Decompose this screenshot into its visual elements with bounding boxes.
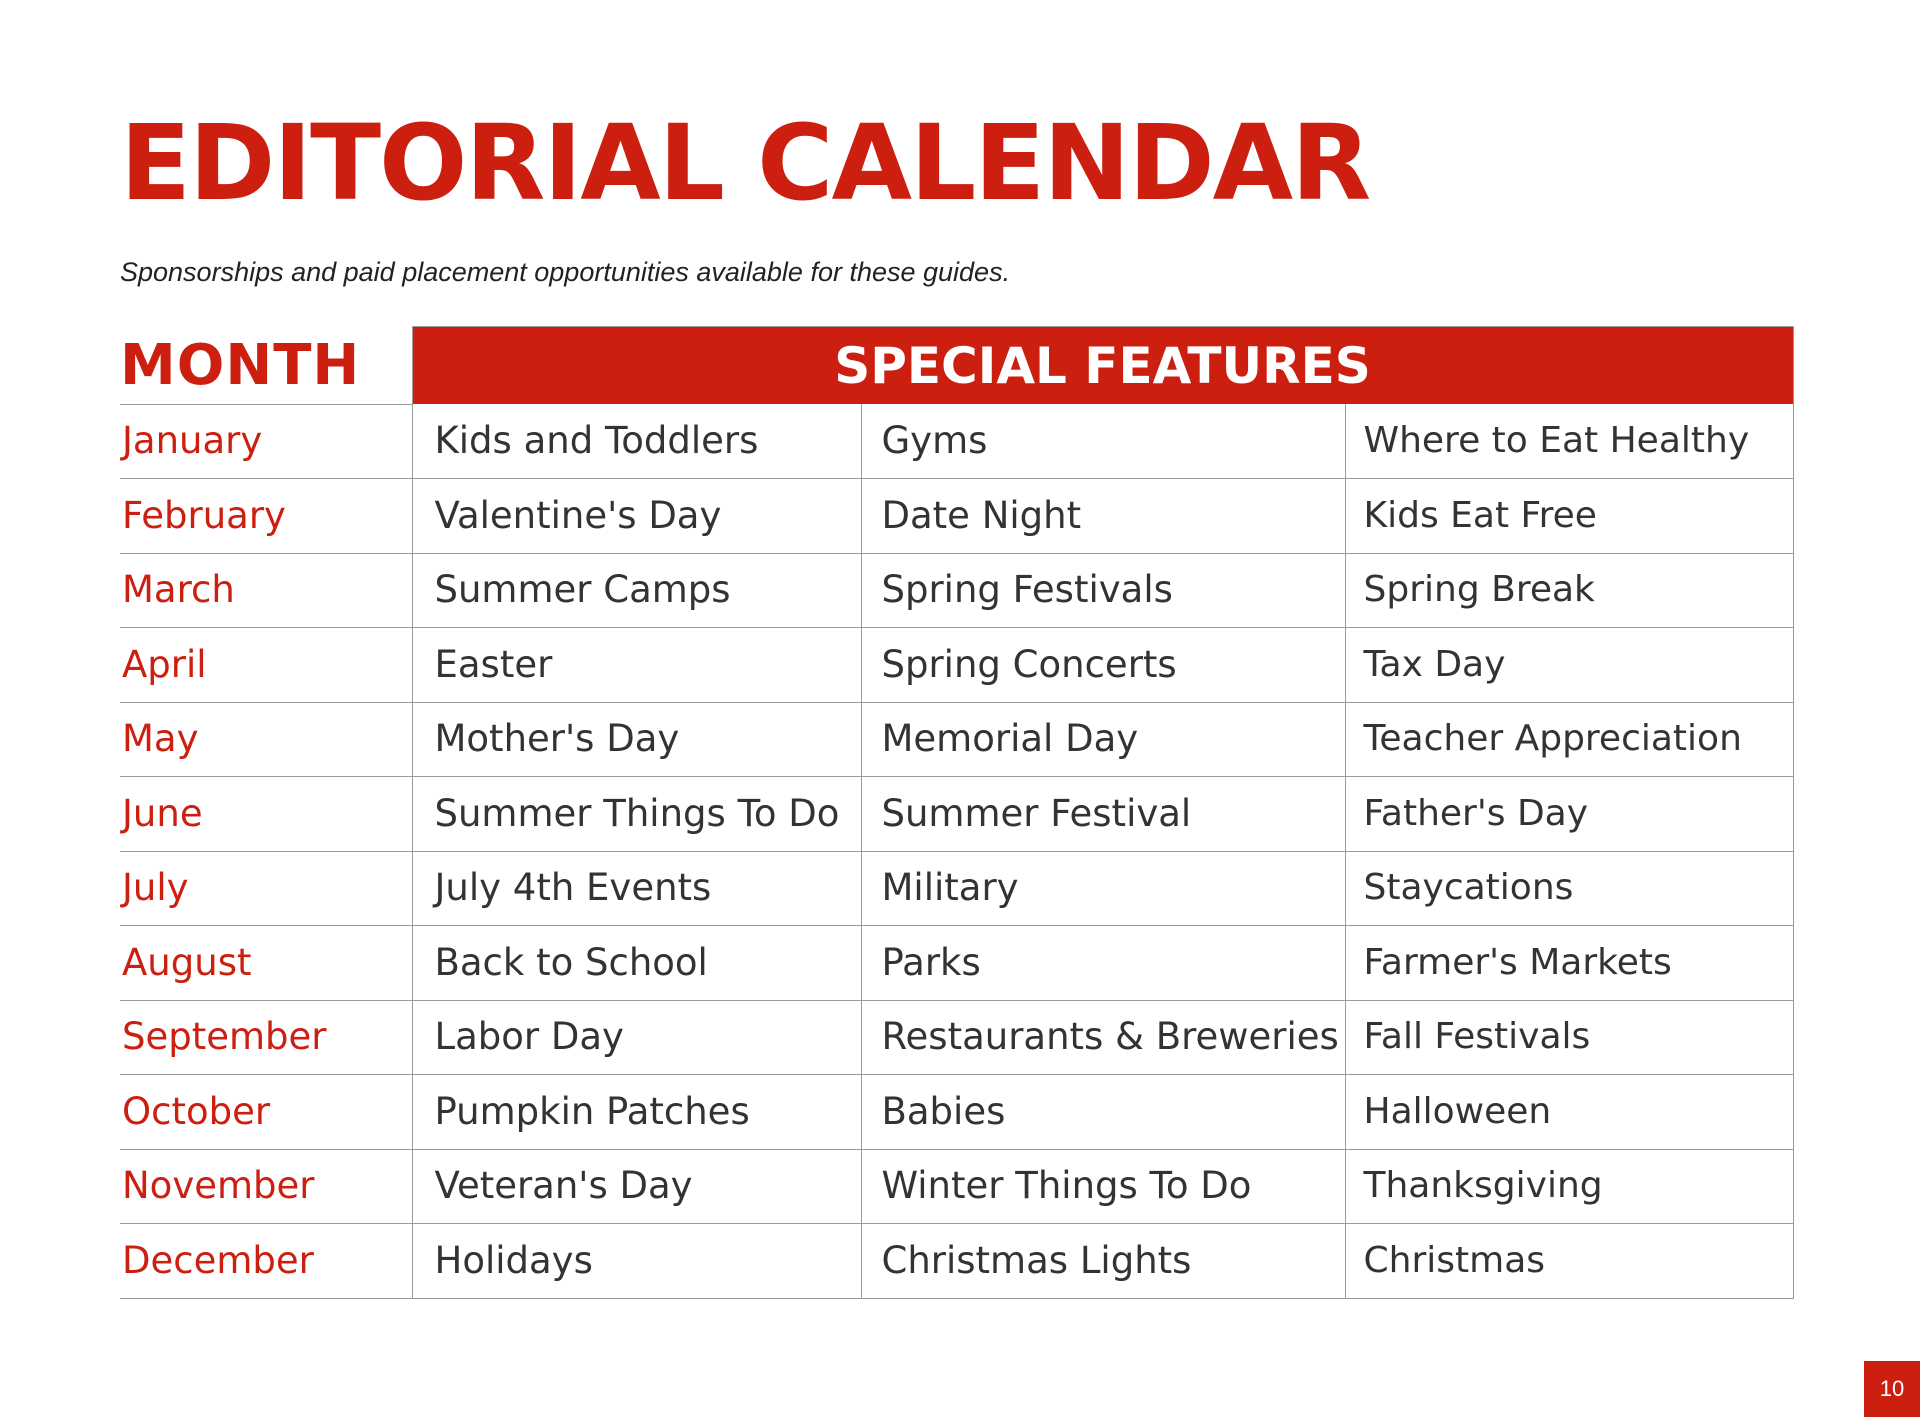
feature-cell: Pumpkin Patches bbox=[412, 1075, 861, 1150]
month-cell: June bbox=[120, 777, 412, 852]
feature-cell: Kids and Toddlers bbox=[412, 404, 861, 479]
feature-cell: Halloween bbox=[1345, 1075, 1793, 1150]
feature-cell: Easter bbox=[412, 628, 861, 703]
table-row bbox=[120, 553, 1793, 628]
table-row bbox=[120, 851, 1793, 926]
editorial-calendar-table bbox=[120, 326, 1794, 1299]
feature-cell: Where to Eat Healthy bbox=[1345, 404, 1793, 479]
table-row bbox=[120, 628, 1793, 703]
feature-cell: Tax Day bbox=[1345, 628, 1793, 703]
table-row bbox=[120, 479, 1793, 554]
feature-cell: Memorial Day bbox=[861, 702, 1345, 777]
month-cell: August bbox=[120, 926, 412, 1001]
table-row bbox=[120, 1149, 1793, 1224]
feature-cell: Teacher Appreciation bbox=[1345, 702, 1793, 777]
feature-cell: Christmas bbox=[1345, 1224, 1793, 1299]
month-cell: January bbox=[120, 404, 412, 479]
table-row bbox=[120, 926, 1793, 1001]
feature-cell: Thanksgiving bbox=[1345, 1149, 1793, 1224]
feature-cell: Spring Concerts bbox=[861, 628, 1345, 703]
feature-cell: Summer Festival bbox=[861, 777, 1345, 852]
feature-cell: Fall Festivals bbox=[1345, 1000, 1793, 1075]
table-row bbox=[120, 1075, 1793, 1150]
feature-cell: Labor Day bbox=[412, 1000, 861, 1075]
feature-cell: Babies bbox=[861, 1075, 1345, 1150]
feature-cell: Gyms bbox=[861, 404, 1345, 479]
feature-cell: Restaurants & Breweries bbox=[861, 1000, 1345, 1075]
feature-cell: Kids Eat Free bbox=[1345, 479, 1793, 554]
feature-cell: July 4th Events bbox=[412, 851, 861, 926]
feature-cell: Summer Things To Do bbox=[412, 777, 861, 852]
feature-cell: Military bbox=[861, 851, 1345, 926]
table-row bbox=[120, 702, 1793, 777]
feature-cell: Staycations bbox=[1345, 851, 1793, 926]
special-features-header: SPECIAL FEATURES bbox=[412, 327, 1793, 405]
table-row bbox=[120, 777, 1793, 852]
feature-cell: Parks bbox=[861, 926, 1345, 1001]
month-cell: February bbox=[120, 479, 412, 554]
feature-cell: Christmas Lights bbox=[861, 1224, 1345, 1299]
table-row bbox=[120, 1000, 1793, 1075]
feature-cell: Summer Camps bbox=[412, 553, 861, 628]
table-row bbox=[120, 404, 1793, 479]
feature-cell: Valentine's Day bbox=[412, 479, 861, 554]
feature-cell: Date Night bbox=[861, 479, 1345, 554]
table-row bbox=[120, 1224, 1793, 1299]
table-header-row bbox=[120, 327, 1793, 405]
feature-cell: Holidays bbox=[412, 1224, 861, 1299]
feature-cell: Veteran's Day bbox=[412, 1149, 861, 1224]
month-cell: November bbox=[120, 1149, 412, 1224]
feature-cell: Spring Festivals bbox=[861, 553, 1345, 628]
month-cell: December bbox=[120, 1224, 412, 1299]
feature-cell: Farmer's Markets bbox=[1345, 926, 1793, 1001]
page-title: EDITORIAL CALENDAR bbox=[120, 102, 1370, 224]
month-cell: May bbox=[120, 702, 412, 777]
page-number-badge: 10 bbox=[1864, 1361, 1920, 1417]
month-cell: March bbox=[120, 553, 412, 628]
month-cell: October bbox=[120, 1075, 412, 1150]
month-cell: April bbox=[120, 628, 412, 703]
month-column-header: MONTH bbox=[120, 327, 412, 405]
feature-cell: Father's Day bbox=[1345, 777, 1793, 852]
feature-cell: Winter Things To Do bbox=[861, 1149, 1345, 1224]
month-cell: July bbox=[120, 851, 412, 926]
feature-cell: Spring Break bbox=[1345, 553, 1793, 628]
page-subtitle: Sponsorships and paid placement opportunities available for these guides. bbox=[120, 257, 1011, 287]
feature-cell: Back to School bbox=[412, 926, 861, 1001]
feature-cell: Mother's Day bbox=[412, 702, 861, 777]
month-cell: September bbox=[120, 1000, 412, 1075]
